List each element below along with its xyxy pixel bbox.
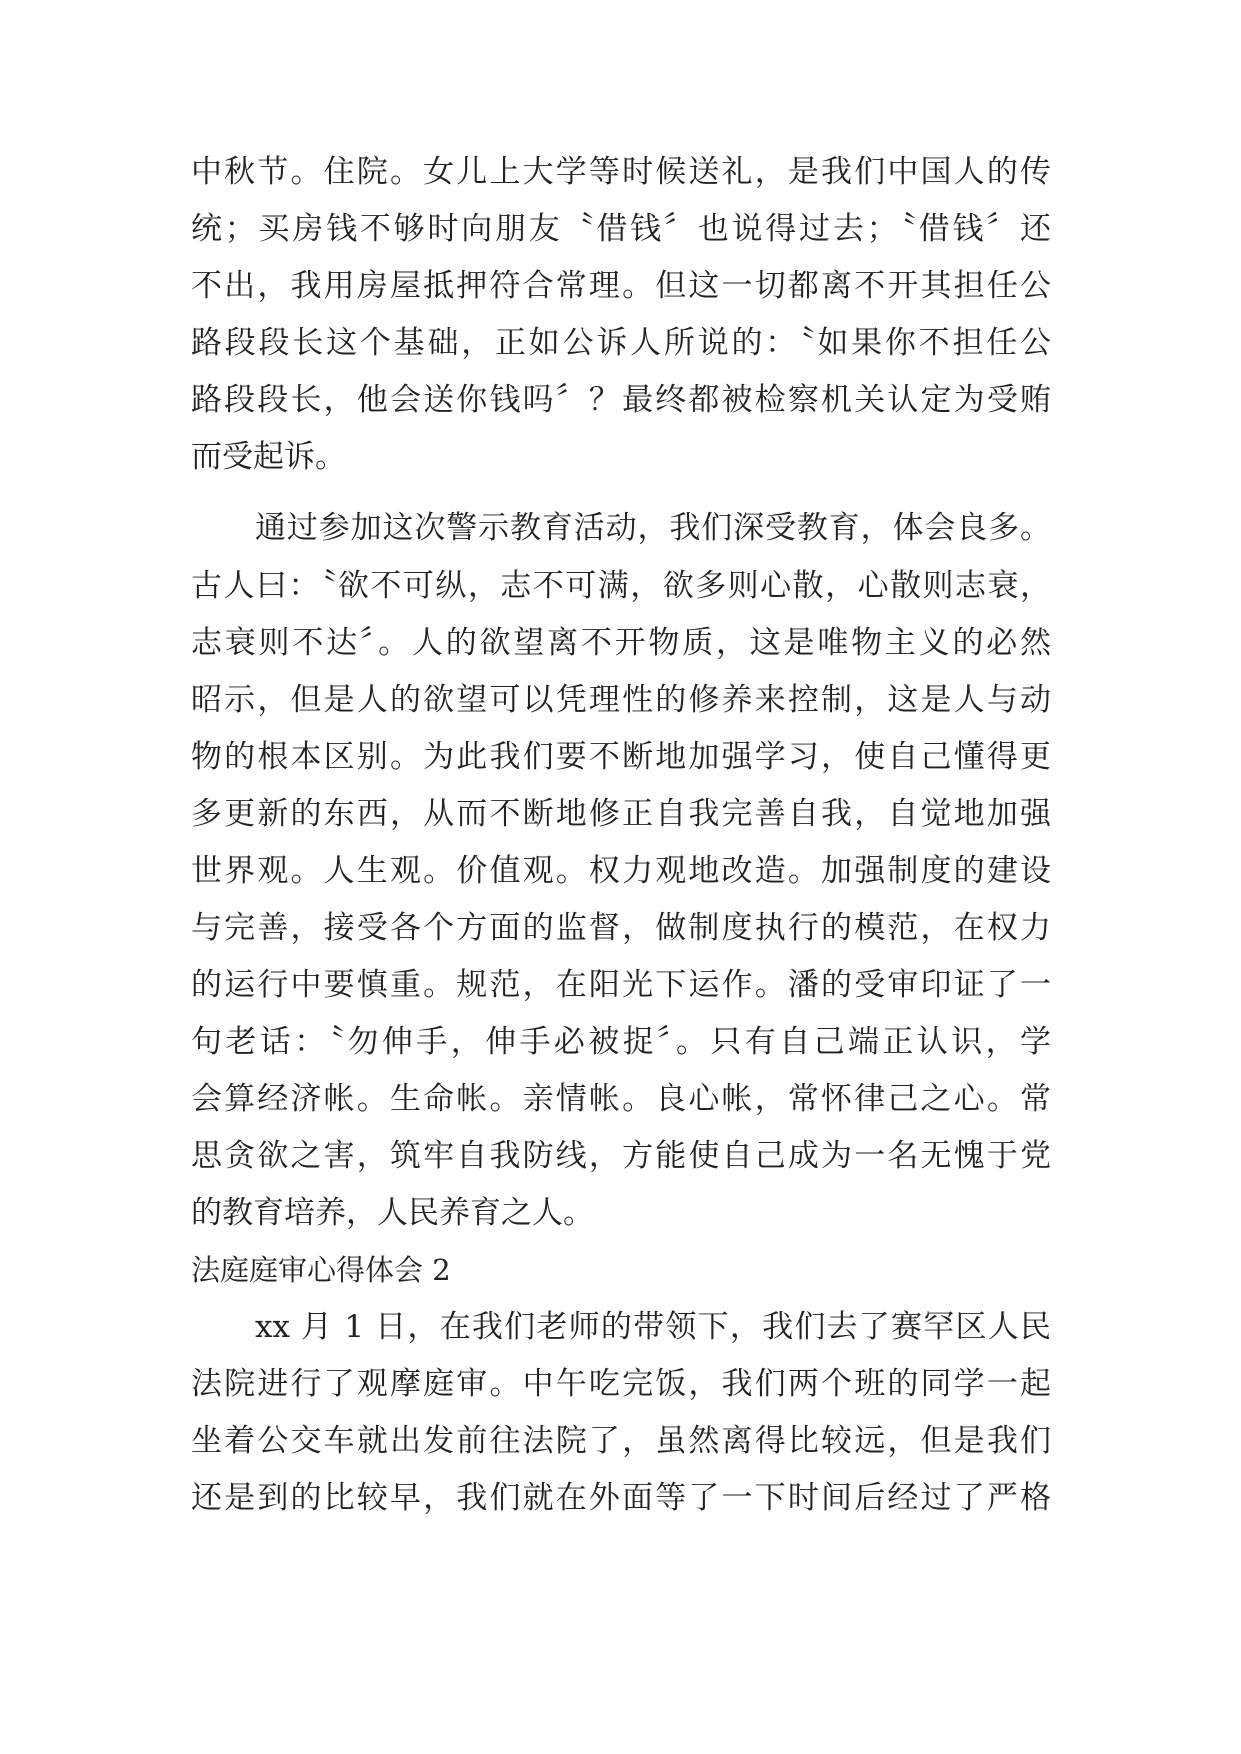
text-line: 而受起诉。	[191, 439, 346, 475]
text-line: 志衰则不达〞。人的欲望离不开物质，这是唯物主义的必然	[191, 625, 1051, 661]
text-line: 不出，我用房屋抵押符合常理。但这一切都离不开其担任公	[191, 268, 1051, 304]
text-line: 坐着公交车就出发前往法院了，虽然离得比较远，但是我们	[191, 1423, 1051, 1459]
text-line: 还是到的比较早，我们就在外面等了一下时间后经过了严格	[191, 1480, 1051, 1516]
text-line: 句老话：〝勿伸手，伸手必被捉〞。只有自己端正认识，学	[191, 1024, 1051, 1060]
text-line: 路段段长，他会送你钱吗〞？最终都被检察机关认定为受贿	[191, 382, 1051, 418]
text-line: 中秋节。住院。女儿上大学等时候送礼，是我们中国人的传	[191, 154, 1051, 190]
text-line: 与完善，接受各个方面的监督，做制度执行的模范，在权力	[191, 910, 1051, 946]
text-line: 法院进行了观摩庭审。中午吃完饭，我们两个班的同学一起	[191, 1366, 1051, 1402]
text-line: 思贪欲之害，筑牢自我防线，方能使自己成为一名无愧于党	[191, 1138, 1051, 1174]
text-line: 通过参加这次警示教育活动，我们深受教育，体会良多。	[255, 510, 1051, 546]
section-title: 法庭庭审心得体会 2	[191, 1253, 451, 1287]
text-line: 的教育培养，人民养育之人。	[191, 1195, 594, 1231]
text-line: 昭示，但是人的欲望可以凭理性的修养来控制，这是人与动	[191, 682, 1051, 718]
text-line: 路段段长这个基础，正如公诉人所说的：〝如果你不担任公	[191, 325, 1051, 361]
text-line: 古人曰：〝欲不可纵，志不可满，欲多则心散，心散则志衰，	[191, 568, 1051, 604]
text-line: 世界观。人生观。价值观。权力观地改造。加强制度的建设	[191, 853, 1051, 889]
text-line: xx 月 1 日，在我们老师的带领下，我们去了赛罕区人民	[255, 1309, 1051, 1345]
text-line: 统；买房钱不够时向朋友〝借钱〞也说得过去；〝借钱〞还	[191, 211, 1051, 247]
text-line: 会算经济帐。生命帐。亲情帐。良心帐，常怀律己之心。常	[191, 1081, 1051, 1117]
text-line: 的运行中要慎重。规范，在阳光下运作。潘的受审印证了一	[191, 967, 1051, 1003]
text-line: 物的根本区别。为此我们要不断地加强学习，使自己懂得更	[191, 739, 1051, 775]
text-line: 多更新的东西，从而不断地修正自我完善自我，自觉地加强	[191, 796, 1051, 832]
